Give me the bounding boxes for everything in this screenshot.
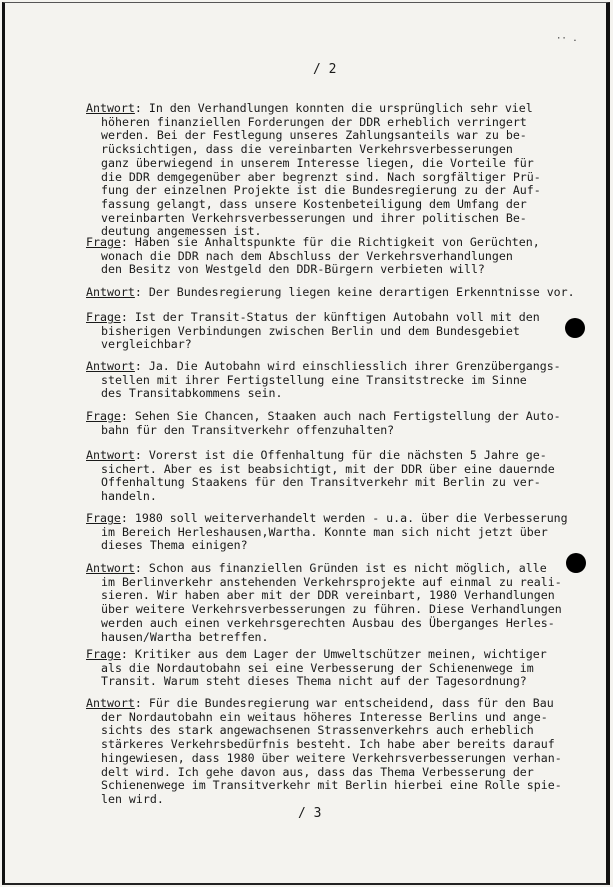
line-text: werden. Bei der Festlegung unseres Zahlungsanteils war zu be-: [101, 128, 527, 143]
speaker-label: Frage: [86, 647, 121, 661]
line-text: hingewiesen, dass 1980 über weitere Verkehrsverbesserungen verhan-: [101, 750, 562, 765]
line-text: vergleichbar?: [101, 337, 192, 352]
question-block: [86, 236, 606, 277]
text-line: [86, 476, 606, 490]
line-text: deutung angemessen ist.: [101, 224, 262, 239]
line-text: bahn für den Transitverkehr offenzuhalten?: [101, 422, 395, 437]
speaker-label: Frage: [86, 235, 121, 249]
line-text: hausen/Wartha betreffen.: [101, 629, 269, 644]
text-line: [86, 116, 606, 130]
text-line: [86, 603, 606, 617]
line-text: fassung gelangt, dass unsere Kostenbeteiligung dem Umfang der: [101, 196, 527, 211]
speaker-label: Antwort: [86, 285, 135, 299]
text-line: [86, 539, 606, 553]
line-text: Ist der Transit-Status der künftigen Autobahn voll mit den: [134, 310, 540, 324]
speaker-label: Frage: [86, 310, 121, 324]
text-line: [86, 752, 606, 766]
text-line: Frage: 1980 soll weiterverhandelt werden - u.a. über die Verbesserung: [86, 511, 568, 525]
line-text: über weitere Verkehrsverbesserungen zu führen. Diese Verhandlungen: [101, 602, 562, 617]
text-line: [86, 263, 606, 277]
answer-block: [86, 286, 606, 300]
line-text: im Berlinverkehr anstehenden Verkehrsprojekte auf einmal zu reali-: [101, 574, 562, 589]
text-line: [86, 724, 606, 738]
text-line: Frage: Haben sie Anhaltspunkte für die Richtigkeit von Gerüchten,: [86, 235, 540, 249]
line-text: der Nordautobahn ein weitaus höheres Interesse Berlins und ange-: [101, 709, 548, 724]
line-text: bisherigen Verbindungen zwischen Berlin und dem Bundesgebiet: [101, 323, 520, 338]
line-text: als die Nordautobahn sei eine Verbesserung der Schienenwege im: [101, 660, 534, 675]
speaker-label: Antwort: [86, 359, 135, 373]
text-line: Antwort: In den Verhandlungen konnten die ursprünglich sehr viel: [86, 101, 533, 115]
speaker-label: Antwort: [86, 101, 135, 115]
line-text: Ja. Die Autobahn wird einschliesslich ihrer Grenzübergangs-: [148, 359, 561, 373]
text-line: Antwort: Schon aus finanziellen Gründen ist es nicht möglich, alle: [86, 561, 547, 575]
text-line: Frage: Sehen Sie Chancen, Staaken auch nach Fertigstellung der Auto-: [86, 409, 561, 423]
answer-block: [86, 360, 606, 401]
question-block: [86, 512, 606, 553]
text-line: [86, 250, 606, 264]
line-text: die DDR demgegenüber aber begrenzt sind. Nach sorgfältiger Prü-: [101, 169, 541, 184]
line-text: 1980 soll weiterverhandelt werden - u.a. über die Verbesserung: [134, 511, 568, 525]
question-block: [86, 311, 606, 352]
text-line: [86, 374, 606, 388]
speaker-label: Antwort: [86, 561, 135, 575]
line-text: wonach die DDR nach dem Abschluss der Verkehrsverhandlungen: [101, 248, 513, 263]
line-text: dieses Thema einigen?: [101, 538, 248, 553]
speaker-label: Frage: [86, 409, 121, 423]
text-line: [86, 212, 606, 226]
punch-hole-lower: [566, 553, 586, 573]
text-line: [86, 338, 606, 352]
line-text: Schon aus finanziellen Gründen ist es nicht möglich, alle: [148, 561, 547, 575]
text-line: [86, 184, 606, 198]
text-line: [86, 171, 606, 185]
text-line: [86, 576, 606, 590]
line-text: Für die Bundesregierung war entscheidend, dass für den Bau: [148, 696, 554, 710]
line-text: delt wird. Ich gehe davon aus, dass das Thema Verbesserung der: [101, 764, 534, 779]
answer-block: [86, 102, 606, 239]
line-text: In den Verhandlungen konnten die ursprünglich sehr viel: [148, 101, 533, 115]
text-line: [86, 387, 606, 401]
text-line: [86, 711, 606, 725]
text-line: [86, 675, 606, 689]
text-line: [86, 424, 606, 438]
speaker-label: Antwort: [86, 696, 135, 710]
line-text: len wird.: [101, 791, 164, 806]
line-text: stärkeres Verkehrsbedürfnis besteht. Ich habe aber bereits darauf: [101, 737, 555, 752]
text-line: Antwort: Für die Bundesregierung war entscheidend, dass für den Bau: [86, 696, 554, 710]
text-line: [86, 463, 606, 477]
corner-mark: ·· .: [556, 34, 578, 44]
question-block: [86, 410, 606, 437]
text-line: Antwort: Vorerst ist die Offenhaltung für die nächsten 5 Jahre ge-: [86, 448, 547, 462]
line-text: vereinbarten Verkehrsverbesserungen und ihrer politischen Be-: [101, 210, 527, 225]
text-line: [86, 143, 606, 157]
speaker-label: Frage: [86, 511, 121, 525]
line-text: stellen mit ihrer Fertigstellung eine Transitstrecke im Sinne: [101, 372, 527, 387]
text-line: [86, 793, 606, 807]
text-line: Frage: Ist der Transit-Status der künftigen Autobahn voll mit den: [86, 310, 540, 324]
line-text: höheren finanziellen Forderungen der DDR erheblich verringert: [101, 114, 527, 129]
line-text: Haben sie Anhaltspunkte für die Richtigkeit von Gerüchten,: [134, 235, 540, 249]
line-text: des Transitabkommens sein.: [101, 386, 283, 401]
line-text: den Besitz von Westgeld den DDR-Bürgern verbieten will?: [101, 262, 485, 277]
answer-block: [86, 449, 606, 504]
text-line: [86, 490, 606, 504]
line-text: Kritiker aus dem Lager der Umweltschützer meinen, wichtiger: [134, 647, 547, 661]
answer-block: [86, 562, 606, 644]
text-line: [86, 779, 606, 793]
text-line: Antwort: Der Bundesregierung liegen keine derartigen Erkenntnisse vor.: [86, 285, 575, 299]
question-block: [86, 648, 606, 689]
page-number-top: / 2: [313, 62, 337, 77]
text-line: [86, 157, 606, 171]
line-text: sichts des stark angewachsenen Strassenverkehrs auch erheblich: [101, 723, 534, 738]
line-text: rücksichtigen, dass die vereinbarten Verkehrsverbesserungen: [101, 142, 513, 157]
line-text: Sehen Sie Chancen, Staaken auch nach Fertigstellung der Auto-: [134, 409, 561, 423]
line-text: Transit. Warum steht dieses Thema nicht auf der Tagesordnung?: [101, 674, 527, 689]
text-line: [86, 325, 606, 339]
speaker-label: Antwort: [86, 448, 135, 462]
text-line: [86, 129, 606, 143]
line-text: sieren. Wir haben aber mit der DDR vereinbart, 1980 Verhandlungen: [101, 588, 555, 603]
text-line: [86, 662, 606, 676]
line-text: Vorerst ist die Offenhaltung für die nächsten 5 Jahre ge-: [148, 448, 547, 462]
text-line: [86, 198, 606, 212]
line-text: fung der einzelnen Projekte ist die Bundesregierung zu der Auf-: [101, 183, 541, 198]
text-line: [86, 738, 606, 752]
line-text: Der Bundesregierung liegen keine derartigen Erkenntnisse vor.: [148, 285, 575, 299]
answer-block: [86, 697, 606, 807]
text-line: [86, 526, 606, 540]
text-line: [86, 631, 606, 645]
punch-hole-upper: [565, 318, 585, 338]
text-line: [86, 617, 606, 631]
line-text: handeln.: [101, 489, 157, 504]
page-number-bottom: / 3: [298, 806, 322, 821]
line-text: werden auch einen verkehrsgerechten Ausbau des Überganges Herles-: [101, 615, 555, 630]
line-text: Offenhaltung Staakens für den Transitverkehr mit Berlin zu ver-: [101, 475, 541, 490]
text-line: Frage: Kritiker aus dem Lager der Umweltschützer meinen, wichtiger: [86, 647, 547, 661]
line-text: ganz überwiegend in unserem Interesse liegen, die Vorteile für: [101, 155, 534, 170]
line-text: Schienenwege im Transitverkehr mit Berlin hierbei eine Rolle spie-: [101, 778, 562, 793]
text-line: [86, 766, 606, 780]
text-line: Antwort: Ja. Die Autobahn wird einschliesslich ihrer Grenzübergangs-: [86, 359, 561, 373]
line-text: sichert. Aber es ist beabsichtigt, mit der DDR über eine dauernde: [101, 461, 555, 476]
text-line: [86, 589, 606, 603]
line-text: im Bereich Herleshausen,Wartha. Konnte man sich nicht jetzt über: [101, 524, 548, 539]
